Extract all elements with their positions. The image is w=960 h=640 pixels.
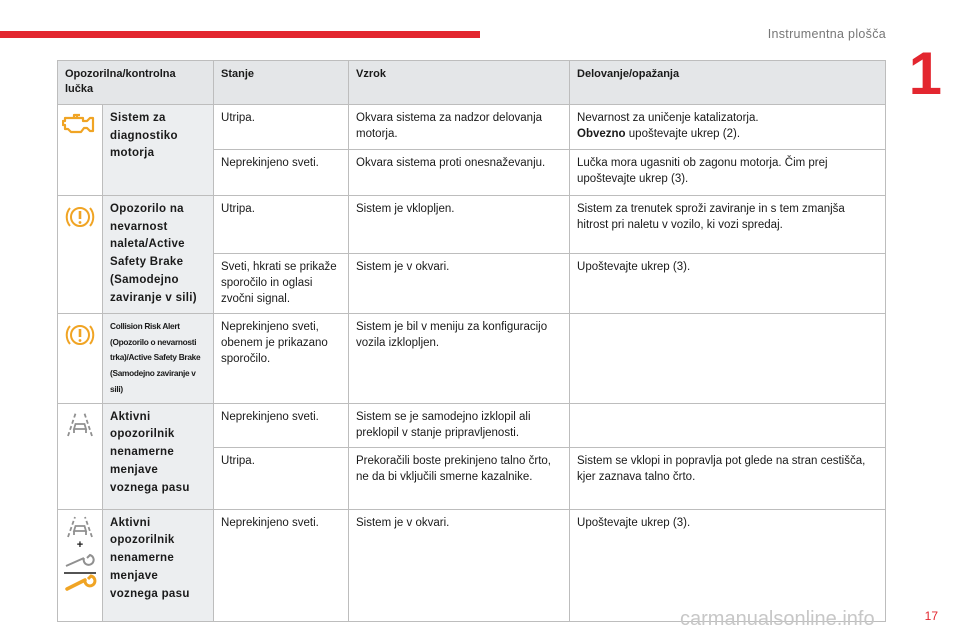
- chapter-number: 1: [908, 40, 942, 107]
- action-emphasis: Obvezno: [577, 127, 626, 140]
- wrench-icon: [62, 552, 98, 570]
- state-cell: Utripa.: [214, 104, 349, 149]
- state-cell: Neprekinjeno sveti.: [214, 149, 349, 195]
- cause-cell: Sistem je bil v meniju za konfiguracijo vozila izklopljen.: [349, 313, 570, 403]
- table-row: [58, 195, 886, 253]
- watermark-text: carmanualsonline.info: [680, 608, 875, 630]
- light-name: Sistem za diagnostiko motorja: [103, 104, 214, 195]
- cause-cell: Sistem je v okvari.: [349, 253, 570, 313]
- light-name: Opozorilo na nevarnost naleta/Active Safety Brake (Samodejno zaviranje v sili): [103, 195, 214, 313]
- collision-icon-cell: [58, 195, 103, 313]
- action-cell: Sistem se vklopi in popravlja pot glede na stran cestišča, kjer zaznava talno črto.: [570, 447, 886, 509]
- action-cell: [570, 104, 886, 149]
- action-cell: Upoštevajte ukrep (3).: [570, 253, 886, 313]
- action-text: upoštevajte ukrep (2).: [628, 127, 741, 140]
- section-title: Instrumentna plošča: [767, 27, 886, 41]
- table-row: [58, 403, 886, 447]
- lane-departure-icon: [65, 410, 95, 438]
- plus-sign: +: [76, 538, 84, 551]
- state-cell: Sveti, hkrati se prikaže sporočilo in oglasi zvočni signal.: [214, 253, 349, 313]
- column-header-action: Delovanje/opažanja: [570, 61, 886, 105]
- column-header-state: Stanje: [214, 61, 349, 105]
- warning-lights-table: [57, 60, 886, 622]
- table-row: [58, 509, 886, 621]
- cause-cell: Okvara sistema proti onesnaževanju.: [349, 149, 570, 195]
- table-row: [58, 104, 886, 149]
- light-name: Aktivni opozorilnik nenamerne menjave voznega pasu: [103, 509, 214, 621]
- state-cell: Utripa.: [214, 195, 349, 253]
- engine-icon: [62, 111, 98, 137]
- collision-alert-icon: [65, 202, 95, 232]
- column-header-light: Opozorilna/kontrolna lučka: [58, 61, 214, 105]
- state-cell: Neprekinjeno sveti, obenem je prikazano sporočilo.: [214, 313, 349, 403]
- action-cell: [570, 403, 886, 447]
- light-name: Collision Risk Alert (Opozorilo o nevarnosti trka)/Active Safety Brake (Samodejno zaviranje v sili): [103, 313, 214, 403]
- header-accent-bar: [0, 31, 480, 38]
- light-name: Aktivni opozorilnik nenamerne menjave voznega pasu: [103, 403, 214, 509]
- table-row: [58, 313, 886, 403]
- state-cell: Neprekinjeno sveti.: [214, 403, 349, 447]
- lane-departure-icon: [65, 516, 95, 538]
- cause-cell: Sistem je v okvari.: [349, 509, 570, 621]
- column-header-cause: Vzrok: [349, 61, 570, 105]
- action-text: Nevarnost za uničenje katalizatorja.: [577, 111, 759, 124]
- table-header-row: [58, 61, 886, 105]
- page-number: 17: [924, 609, 938, 623]
- engine-icon-cell: [58, 104, 103, 195]
- service-wrench-icon: [62, 570, 98, 592]
- lane-icon-cell: [58, 403, 103, 509]
- action-cell: Sistem za trenutek sproži zaviranje in s tem zmanjša hitrost pri naletu v vozilo, ki vozi spredaj.: [570, 195, 886, 253]
- lane-fault-icon-cell: [58, 509, 103, 621]
- cause-cell: Okvara sistema za nadzor delovanja motorja.: [349, 104, 570, 149]
- state-cell: Utripa.: [214, 447, 349, 509]
- state-cell: Neprekinjeno sveti.: [214, 509, 349, 621]
- action-cell: Lučka mora ugasniti ob zagonu motorja. Čim prej upoštevajte ukrep (3).: [570, 149, 886, 195]
- cause-cell: Sistem je vklopljen.: [349, 195, 570, 253]
- action-cell: Upoštevajte ukrep (3).: [570, 509, 886, 621]
- cause-cell: Prekoračili boste prekinjeno talno črto, ne da bi vključili smerne kazalnike.: [349, 447, 570, 509]
- action-cell: [570, 313, 886, 403]
- collision-alert-icon: [65, 320, 95, 350]
- collision-icon-cell: [58, 313, 103, 403]
- cause-cell: Sistem se je samodejno izklopil ali preklopil v stanje pripravljenosti.: [349, 403, 570, 447]
